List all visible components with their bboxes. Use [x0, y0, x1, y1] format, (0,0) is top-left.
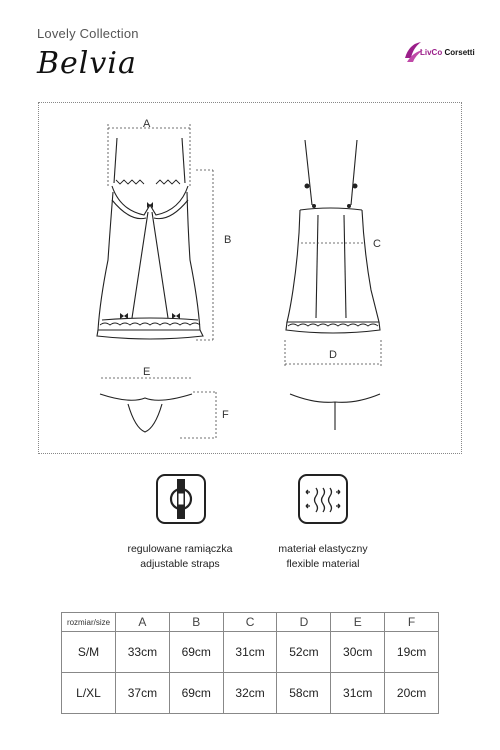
dimension-label-e: E	[143, 366, 151, 378]
size-label: S/M	[62, 632, 116, 673]
feature-label-en: flexible material	[286, 558, 360, 570]
dimension-label-b: B	[224, 234, 232, 246]
feature-flexible-material	[253, 542, 393, 572]
collection-name: Lovely Collection	[37, 26, 139, 41]
table-cell: 33cm	[116, 632, 170, 673]
size-label: L/XL	[62, 673, 116, 714]
front-chemise-drawing	[97, 138, 203, 339]
dimension-label-c: C	[373, 238, 381, 250]
table-cell: 31cm	[223, 632, 277, 673]
feature-label-pl: regulowane ramiączka	[127, 543, 233, 555]
table-cell: 69cm	[169, 673, 223, 714]
table-cell: 52cm	[277, 632, 331, 673]
dimension-label-a: A	[143, 118, 151, 130]
table-cell: 69cm	[169, 632, 223, 673]
adjustable-strap-icon	[156, 474, 206, 524]
logo-text-livco: LivCo	[420, 48, 443, 57]
column-header-a: A	[116, 613, 170, 632]
column-header-b: B	[169, 613, 223, 632]
table-row	[62, 632, 439, 673]
bow-center	[147, 202, 153, 208]
column-header-d: D	[277, 613, 331, 632]
table-cell: 30cm	[331, 632, 385, 673]
feature-label-pl: materiał elastyczny	[278, 543, 368, 555]
back-thong-drawing	[290, 394, 380, 430]
size-table-corner: rozmiar/size	[62, 613, 116, 632]
table-cell: 20cm	[385, 673, 439, 714]
table-cell: 32cm	[223, 673, 277, 714]
table-cell: 37cm	[116, 673, 170, 714]
table-cell: 31cm	[331, 673, 385, 714]
back-chemise-drawing	[286, 140, 380, 333]
column-header-c: C	[223, 613, 277, 632]
stretch-arrows-icon	[298, 474, 348, 524]
size-table	[61, 612, 439, 714]
feature-adjustable-straps	[110, 542, 250, 572]
table-cell: 19cm	[385, 632, 439, 673]
column-header-f: F	[385, 613, 439, 632]
logo-text-corsetti: Corsetti	[444, 48, 475, 57]
front-thong-drawing	[100, 394, 192, 432]
dimension-label-d: D	[329, 349, 337, 361]
dimension-label-f: F	[222, 409, 229, 421]
size-table-header	[62, 613, 439, 632]
table-row	[62, 673, 439, 714]
feature-label-en: adjustable straps	[140, 558, 220, 570]
product-name: Belvia	[37, 46, 137, 81]
column-header-e: E	[331, 613, 385, 632]
table-cell: 58cm	[277, 673, 331, 714]
